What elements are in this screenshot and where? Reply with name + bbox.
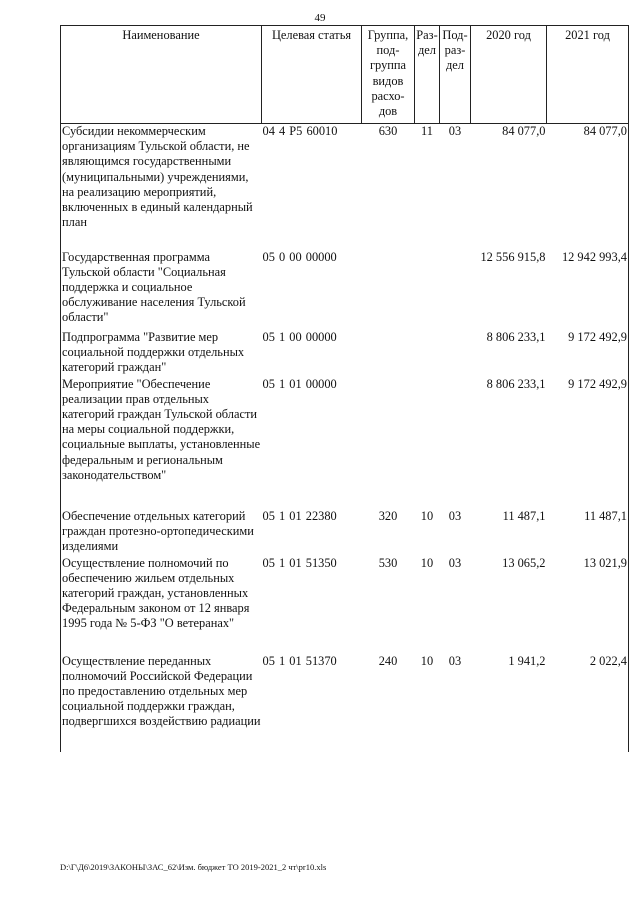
row-code: 05 1 01 51350 xyxy=(262,555,337,570)
header-2021: 2021 год xyxy=(547,26,629,124)
header-subsection: Под-раз-дел xyxy=(440,26,471,124)
row-name: Подпрограмма "Развитие мер социальной поддержки отдельных категорий граждан" xyxy=(61,330,262,377)
header-target: Целевая статья xyxy=(262,26,362,124)
row-2020: 13 065,2 xyxy=(502,555,546,570)
row-2021: 12 942 993,4 xyxy=(547,250,629,330)
header-group: Группа, под-группа видов расхо-дов xyxy=(362,26,415,124)
row-section: 11 xyxy=(421,124,433,138)
row-name: Мероприятие "Обеспечение реализации прав отдельных категорий граждан Тульской области на меры социальной поддержки, социальные выплаты, установленные федеральным и региональным законодательством" xyxy=(61,377,262,509)
row-group: 240 xyxy=(378,653,398,668)
table-row xyxy=(61,377,629,509)
row-subsection xyxy=(440,250,471,330)
row-2020: 8 806 233,1 xyxy=(486,329,546,344)
row-code: 05 1 01 51370 xyxy=(262,653,337,668)
row-subsection: 03 xyxy=(448,653,462,668)
row-name: Государственная программа Тульской области "Социальная поддержка и социальное обслуживание населения Тульской области" xyxy=(61,250,262,330)
row-code: 05 1 00 00000 xyxy=(262,329,337,344)
table-row xyxy=(61,330,629,377)
row-section: 10 xyxy=(420,555,434,570)
row-2020: 1 941,2 xyxy=(508,653,546,668)
table-row xyxy=(61,654,629,752)
row-subsection xyxy=(440,330,471,377)
table-row xyxy=(61,556,629,654)
row-subsection: 03 xyxy=(448,508,462,523)
header-2020: 2020 год xyxy=(471,26,547,124)
row-2020: 8 806 233,1 xyxy=(486,376,546,391)
table-row xyxy=(61,250,629,330)
row-code: 05 1 01 00000 xyxy=(262,376,337,391)
row-section xyxy=(415,330,440,377)
row-name: Субсидии некоммерческим организациям Тульской области, не являющимся государственными (муниципальными) учреждениями, на реализацию мероприятий, включенных в единый календарный план xyxy=(61,124,262,250)
row-group xyxy=(362,330,415,377)
row-2021: 2 022,4 xyxy=(547,654,629,752)
table-header-row xyxy=(61,26,629,124)
row-subsection: 03 xyxy=(448,555,462,570)
page-number: 49 xyxy=(314,12,326,24)
row-name: Осуществление полномочий по обеспечению жильем отдельных категорий граждан, установленных Федеральным законом от 12 января 1995 года № 5-ФЗ "О ветеранах" xyxy=(61,556,262,654)
row-section: 10 xyxy=(420,653,434,668)
budget-table xyxy=(60,25,629,752)
header-name: Наименование xyxy=(61,26,262,124)
row-2020: 12 556 915,8 xyxy=(480,249,546,264)
row-name: Обеспечение отдельных категорий граждан протезно-ортопедическими изделиями xyxy=(61,509,262,556)
header-section: Раз-дел xyxy=(415,26,440,124)
row-section xyxy=(415,377,440,509)
row-section xyxy=(415,250,440,330)
table-row xyxy=(61,124,629,250)
row-2021: 9 172 492,9 xyxy=(547,330,629,377)
row-code: 05 1 01 22380 xyxy=(262,508,337,523)
row-group: 630 xyxy=(378,124,398,138)
row-subsection xyxy=(440,377,471,509)
row-name: Осуществление переданных полномочий Российской Федерации по предоставлению отдельных мер социальной поддержки граждан, подвергшихся воздействию радиации xyxy=(61,654,262,752)
row-2020: 11 487,1 xyxy=(502,508,546,523)
row-2021: 13 021,9 xyxy=(547,556,629,654)
row-group xyxy=(362,250,415,330)
table-row xyxy=(61,509,629,556)
row-group: 320 xyxy=(378,508,398,523)
file-path-footer: D:\Г\Д6\2019\ЗАКОНЫ\ЗАС_62\Изм. бюджет ТО 2019-2021_2 чт\pr10.xls xyxy=(60,862,327,872)
row-group xyxy=(362,377,415,509)
row-code: 05 0 00 00000 xyxy=(262,249,337,264)
row-2021: 11 487,1 xyxy=(547,509,629,556)
row-code: 04 4 P5 60010 xyxy=(262,124,338,138)
row-2020: 84 077,0 xyxy=(502,124,546,138)
row-group: 530 xyxy=(378,555,398,570)
row-subsection: 03 xyxy=(448,124,462,138)
row-section: 10 xyxy=(420,508,434,523)
row-2021: 9 172 492,9 xyxy=(547,377,629,509)
row-2021: 84 077,0 xyxy=(547,124,629,250)
